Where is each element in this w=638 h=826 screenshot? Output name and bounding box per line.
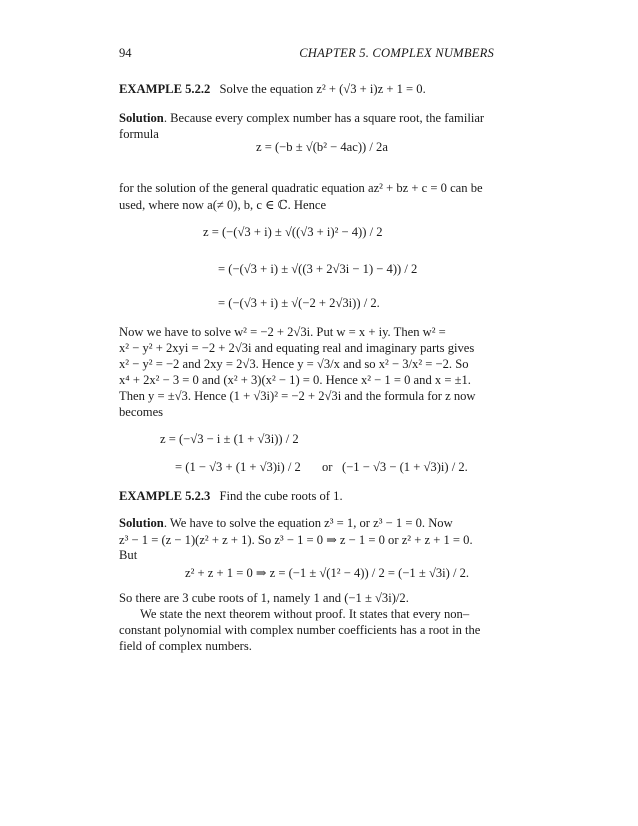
example-522-label: EXAMPLE 5.2.2 <box>119 82 211 96</box>
example-522-statement: Solve the equation z² + (√3 + i)z + 1 = 0. <box>219 82 426 96</box>
para2-line-3: x² − y² = −2 and 2xy = 2√3. Hence y = √3/x and so x² − 3/x² = −2. So <box>119 357 469 371</box>
example-523-solution-text-1: . We have to solve the equation z³ = 1, or z³ − 1 = 0. Now <box>163 516 453 530</box>
example-523-solution-line-2: z³ − 1 = (z − 1)(z² + z + 1). So z³ − 1 = 0 ⇒ z − 1 = 0 or z² + z + 1 = 0. <box>119 533 473 547</box>
conclusion: So there are 3 cube roots of 1, namely 1 and (−1 ± √3i)/2. <box>119 591 409 605</box>
equation-3: = (−(√3 + i) ± √(−2 + 2√3i)) / 2. <box>218 296 380 310</box>
solution-intro-line-2: formula <box>119 127 159 141</box>
para2-line-6: becomes <box>119 405 164 419</box>
para2-line-4: x⁴ + 2x² − 3 = 0 and (x² + 3)(x² − 1) = 0. Hence x² − 1 = 0 and x = ±1. <box>119 373 471 387</box>
after-formula-line-2: used, where now a(≠ 0), b, c ∈ ℂ. Hence <box>119 198 327 212</box>
example-523-statement-line <box>119 489 343 504</box>
equation-5b: (−1 − √3 − (1 + √3)i) / 2. <box>342 460 468 474</box>
equation-2: = (−(√3 + i) ± √((3 + 2√3i − 1) − 4)) / 2 <box>218 262 418 276</box>
example-523-label: EXAMPLE 5.2.3 <box>119 489 211 503</box>
equation-1: z = (−(√3 + i) ± √((√3 + i)² − 4)) / 2 <box>203 225 383 239</box>
quadratic-formula: z = (−b ± √(b² − 4ac)) / 2a <box>256 140 388 154</box>
page-number: 94 <box>119 46 132 60</box>
equation-6: z² + z + 1 = 0 ⇒ z = (−1 ± √(1² − 4)) / 2 = (−1 ± √3i) / 2. <box>185 566 470 580</box>
para2-line-1: Now we have to solve w² = −2 + 2√3i. Put w = x + iy. Then w² = <box>119 325 446 339</box>
chapter-title: CHAPTER 5. COMPLEX NUMBERS <box>299 46 494 60</box>
example-523-statement: Find the cube roots of 1. <box>219 489 343 503</box>
final-para-line-3: field of complex numbers. <box>119 639 252 653</box>
example-523-solution-line-3: But <box>119 548 138 562</box>
example-523-solution-label: Solution <box>119 516 164 530</box>
example-522-statement-line <box>119 82 426 97</box>
equation-5a: = (1 − √3 + (1 + √3)i) / 2 <box>175 460 301 474</box>
solution-label: Solution <box>119 111 164 125</box>
equation-4: z = (−√3 − i ± (1 + √3i)) / 2 <box>160 432 299 446</box>
or-word: or <box>322 460 333 474</box>
after-formula-line-1: for the solution of the general quadratic equation az² + bz + c = 0 can be <box>119 181 483 195</box>
para2-line-2: x² − y² + 2xyi = −2 + 2√3i and equating real and imaginary parts gives <box>119 341 475 355</box>
final-para-line-2: constant polynomial with complex number coefficients has a root in the <box>119 623 481 637</box>
example-523-solution-line-1 <box>119 516 453 531</box>
final-para-line-1: We state the next theorem without proof. It states that every non– <box>140 607 470 621</box>
solution-intro-1: . Because every complex number has a square root, the familiar <box>163 111 485 125</box>
para2-line-5: Then y = ±√3. Hence (1 + √3i)² = −2 + 2√3i and the formula for z now <box>119 389 476 403</box>
solution-intro-line-1 <box>119 111 484 126</box>
